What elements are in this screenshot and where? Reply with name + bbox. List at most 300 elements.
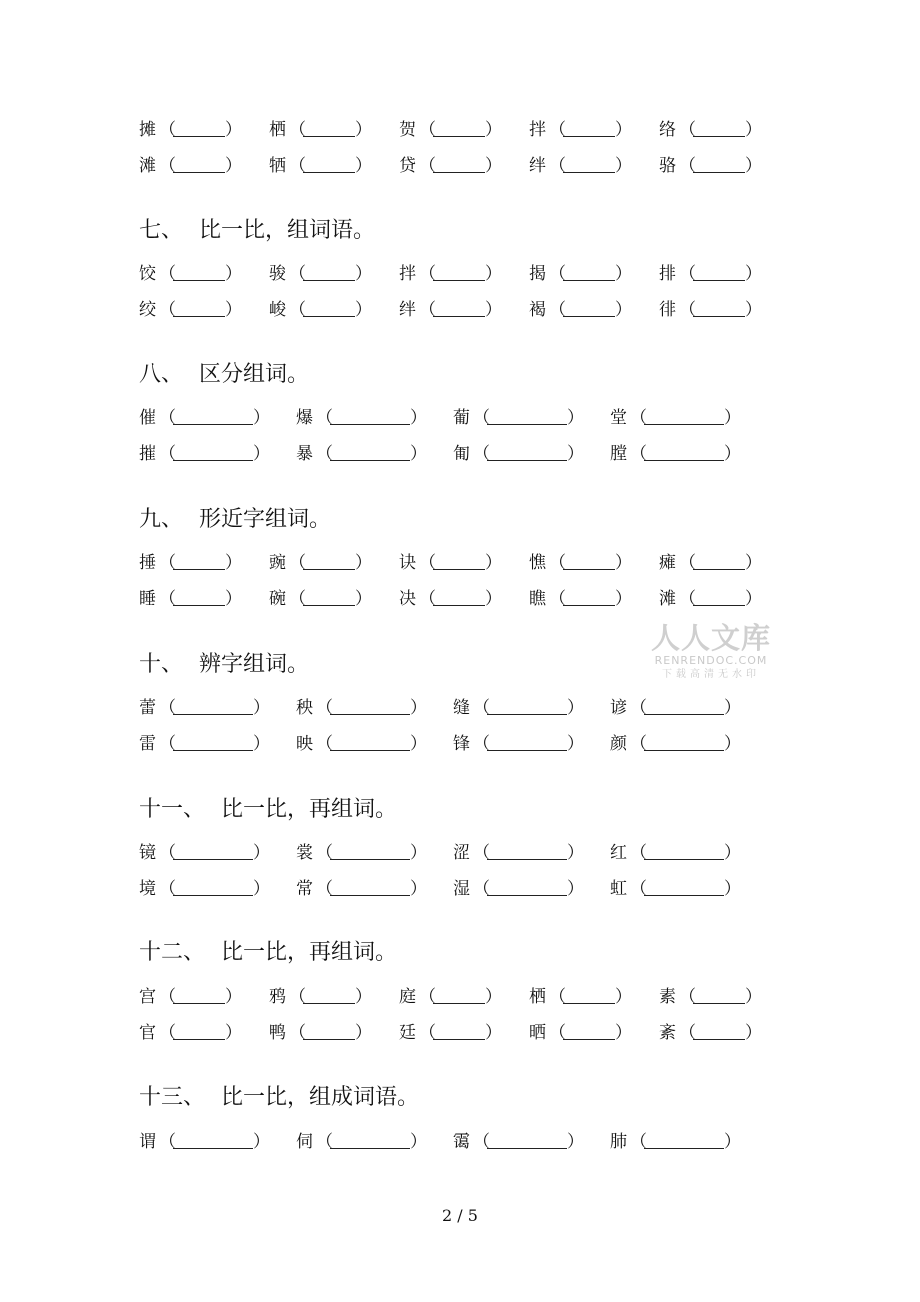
close-paren: ） <box>567 879 584 899</box>
char-entry <box>139 985 242 1009</box>
target-character: 秧 <box>296 698 313 718</box>
open-paren: （ <box>159 589 176 609</box>
close-paren: ） <box>724 879 741 899</box>
char-entry <box>296 732 427 756</box>
char-entry <box>659 1021 762 1045</box>
answer-blank[interactable] <box>173 843 253 860</box>
target-character: 伺 <box>296 1132 313 1152</box>
section-number: 九、 <box>139 507 184 532</box>
close-paren: ） <box>253 1132 270 1152</box>
section-title: 比一比，组词语。 <box>199 218 376 243</box>
target-character: 鸭 <box>269 1023 286 1043</box>
answer-blank[interactable] <box>173 408 253 425</box>
close-paren: ） <box>253 408 270 428</box>
open-paren: （ <box>473 843 490 863</box>
answer-blank[interactable] <box>563 987 615 1004</box>
answer-blank[interactable] <box>644 843 724 860</box>
answer-blank[interactable] <box>173 1132 253 1149</box>
open-paren: （ <box>679 553 696 573</box>
target-character: 素 <box>659 987 676 1007</box>
close-paren: ） <box>745 264 762 284</box>
answer-blank[interactable] <box>693 264 745 281</box>
answer-blank[interactable] <box>303 300 355 317</box>
section-heading <box>139 938 397 968</box>
target-character: 镜 <box>139 843 156 863</box>
char-entry <box>296 406 427 430</box>
close-paren: ） <box>615 264 632 284</box>
answer-blank[interactable] <box>173 156 225 173</box>
answer-blank[interactable] <box>330 843 410 860</box>
open-paren: （ <box>289 120 306 140</box>
close-paren: ） <box>410 408 427 428</box>
answer-blank[interactable] <box>433 264 485 281</box>
close-paren: ） <box>485 589 502 609</box>
char-entry <box>139 877 270 901</box>
target-character: 睡 <box>139 589 156 609</box>
open-paren: （ <box>419 589 436 609</box>
char-entry <box>610 877 741 901</box>
target-character: 栖 <box>269 120 286 140</box>
section-number: 十一、 <box>139 797 206 822</box>
char-entry <box>139 587 242 611</box>
answer-blank[interactable] <box>644 444 724 461</box>
close-paren: ） <box>225 553 242 573</box>
answer-blank[interactable] <box>487 444 567 461</box>
answer-blank[interactable] <box>303 156 355 173</box>
answer-blank[interactable] <box>693 156 745 173</box>
answer-blank[interactable] <box>173 1023 225 1040</box>
open-paren: （ <box>679 987 696 1007</box>
answer-blank[interactable] <box>173 120 225 137</box>
char-entry <box>139 406 270 430</box>
target-character: 贷 <box>399 156 416 176</box>
answer-blank[interactable] <box>644 879 724 896</box>
char-entry <box>296 442 427 466</box>
char-entry <box>610 732 741 756</box>
char-entry <box>399 298 502 322</box>
target-character: 膛 <box>610 444 627 464</box>
close-paren: ） <box>724 843 741 863</box>
close-paren: ） <box>745 120 762 140</box>
char-entry <box>659 587 762 611</box>
target-character: 宫 <box>139 987 156 1007</box>
open-paren: （ <box>419 300 436 320</box>
answer-blank[interactable] <box>563 589 615 606</box>
open-paren: （ <box>549 120 566 140</box>
char-entry <box>610 1130 741 1154</box>
char-entry <box>453 442 584 466</box>
open-paren: （ <box>316 698 333 718</box>
char-entry <box>659 262 762 286</box>
target-character: 憔 <box>529 553 546 573</box>
target-character: 骆 <box>659 156 676 176</box>
open-paren: （ <box>289 987 306 1007</box>
target-character: 栖 <box>529 987 546 1007</box>
section-heading <box>139 650 309 680</box>
target-character: 拌 <box>399 264 416 284</box>
target-character: 摧 <box>139 444 156 464</box>
answer-blank[interactable] <box>330 1132 410 1149</box>
answer-blank[interactable] <box>487 843 567 860</box>
section-number: 七、 <box>139 218 184 243</box>
target-character: 捶 <box>139 553 156 573</box>
close-paren: ） <box>615 120 632 140</box>
target-character: 锋 <box>453 734 470 754</box>
answer-blank[interactable] <box>487 698 567 715</box>
answer-blank[interactable] <box>563 156 615 173</box>
open-paren: （ <box>630 879 647 899</box>
open-paren: （ <box>419 156 436 176</box>
answer-blank[interactable] <box>173 734 253 751</box>
close-paren: ） <box>410 1132 427 1152</box>
char-entry <box>453 406 584 430</box>
target-character: 排 <box>659 264 676 284</box>
answer-blank[interactable] <box>644 698 724 715</box>
target-character: 裳 <box>296 843 313 863</box>
char-entry <box>610 696 741 720</box>
close-paren: ） <box>615 553 632 573</box>
section-heading <box>139 795 397 825</box>
answer-blank[interactable] <box>644 734 724 751</box>
open-paren: （ <box>679 120 696 140</box>
char-entry <box>610 442 741 466</box>
close-paren: ） <box>485 120 502 140</box>
open-paren: （ <box>473 879 490 899</box>
close-paren: ） <box>615 589 632 609</box>
open-paren: （ <box>289 264 306 284</box>
target-character: 爆 <box>296 408 313 428</box>
target-character: 肺 <box>610 1132 627 1152</box>
open-paren: （ <box>316 879 333 899</box>
char-entry <box>139 154 242 178</box>
char-entry <box>529 298 632 322</box>
close-paren: ） <box>410 734 427 754</box>
close-paren: ） <box>567 843 584 863</box>
answer-blank[interactable] <box>563 553 615 570</box>
answer-blank[interactable] <box>433 1023 485 1040</box>
open-paren: （ <box>419 987 436 1007</box>
target-character: 瘫 <box>659 553 676 573</box>
open-paren: （ <box>159 1023 176 1043</box>
open-paren: （ <box>630 734 647 754</box>
open-paren: （ <box>289 300 306 320</box>
close-paren: ） <box>724 444 741 464</box>
section-title: 比一比，再组词。 <box>221 940 398 965</box>
char-entry <box>529 154 632 178</box>
answer-blank[interactable] <box>487 734 567 751</box>
answer-blank[interactable] <box>173 698 253 715</box>
close-paren: ） <box>355 156 372 176</box>
char-entry <box>399 1021 502 1045</box>
close-paren: ） <box>410 444 427 464</box>
close-paren: ） <box>253 843 270 863</box>
answer-blank[interactable] <box>303 987 355 1004</box>
open-paren: （ <box>679 300 696 320</box>
answer-blank[interactable] <box>433 553 485 570</box>
section-number: 十、 <box>139 652 184 677</box>
char-entry <box>529 587 632 611</box>
answer-blank[interactable] <box>303 1023 355 1040</box>
target-character: 拌 <box>529 120 546 140</box>
answer-blank[interactable] <box>693 987 745 1004</box>
open-paren: （ <box>630 444 647 464</box>
open-paren: （ <box>159 698 176 718</box>
answer-blank[interactable] <box>693 120 745 137</box>
open-paren: （ <box>159 1132 176 1152</box>
char-entry <box>139 696 270 720</box>
target-character: 滩 <box>139 156 156 176</box>
char-entry <box>269 551 372 575</box>
page-number: 2 / 5 <box>442 1206 478 1225</box>
close-paren: ） <box>355 1023 372 1043</box>
char-entry <box>296 841 427 865</box>
section-title: 区分组词。 <box>199 362 310 387</box>
open-paren: （ <box>419 553 436 573</box>
target-character: 决 <box>399 589 416 609</box>
open-paren: （ <box>473 444 490 464</box>
open-paren: （ <box>549 156 566 176</box>
section-heading <box>139 216 375 246</box>
close-paren: ） <box>745 553 762 573</box>
target-character: 匍 <box>453 444 470 464</box>
char-entry <box>453 696 584 720</box>
close-paren: ） <box>225 156 242 176</box>
close-paren: ） <box>225 589 242 609</box>
char-entry <box>269 298 372 322</box>
answer-blank[interactable] <box>693 589 745 606</box>
target-character: 廷 <box>399 1023 416 1043</box>
answer-blank[interactable] <box>303 553 355 570</box>
open-paren: （ <box>289 589 306 609</box>
open-paren: （ <box>679 589 696 609</box>
answer-blank[interactable] <box>173 444 253 461</box>
char-entry <box>399 551 502 575</box>
answer-blank[interactable] <box>644 1132 724 1149</box>
char-entry <box>269 985 372 1009</box>
close-paren: ） <box>615 987 632 1007</box>
answer-blank[interactable] <box>433 987 485 1004</box>
open-paren: （ <box>316 444 333 464</box>
answer-blank[interactable] <box>563 300 615 317</box>
target-character: 映 <box>296 734 313 754</box>
char-entry <box>296 1130 427 1154</box>
answer-blank[interactable] <box>563 1023 615 1040</box>
char-entry <box>139 298 242 322</box>
section-number: 八、 <box>139 362 184 387</box>
answer-blank[interactable] <box>433 300 485 317</box>
close-paren: ） <box>253 444 270 464</box>
target-character: 豌 <box>269 553 286 573</box>
char-entry <box>269 118 372 142</box>
open-paren: （ <box>159 444 176 464</box>
target-character: 络 <box>659 120 676 140</box>
close-paren: ） <box>410 698 427 718</box>
answer-blank[interactable] <box>330 698 410 715</box>
char-entry <box>399 985 502 1009</box>
char-entry <box>529 118 632 142</box>
answer-blank[interactable] <box>330 879 410 896</box>
answer-blank[interactable] <box>173 264 225 281</box>
close-paren: ） <box>253 879 270 899</box>
target-character: 常 <box>296 879 313 899</box>
close-paren: ） <box>485 1023 502 1043</box>
open-paren: （ <box>549 589 566 609</box>
close-paren: ） <box>253 734 270 754</box>
close-paren: ） <box>485 553 502 573</box>
answer-blank[interactable] <box>487 1132 567 1149</box>
target-character: 饺 <box>139 264 156 284</box>
close-paren: ） <box>410 843 427 863</box>
target-character: 涩 <box>453 843 470 863</box>
char-entry <box>453 1130 584 1154</box>
answer-blank[interactable] <box>173 553 225 570</box>
answer-blank[interactable] <box>303 120 355 137</box>
answer-blank[interactable] <box>487 408 567 425</box>
answer-blank[interactable] <box>303 589 355 606</box>
open-paren: （ <box>549 264 566 284</box>
close-paren: ） <box>355 987 372 1007</box>
target-character: 官 <box>139 1023 156 1043</box>
char-entry <box>269 262 372 286</box>
target-character: 牺 <box>269 156 286 176</box>
open-paren: （ <box>159 120 176 140</box>
char-entry <box>139 262 242 286</box>
close-paren: ） <box>567 734 584 754</box>
close-paren: ） <box>724 734 741 754</box>
open-paren: （ <box>159 408 176 428</box>
close-paren: ） <box>225 300 242 320</box>
answer-blank[interactable] <box>433 156 485 173</box>
target-character: 堂 <box>610 408 627 428</box>
target-character: 雷 <box>139 734 156 754</box>
close-paren: ） <box>355 553 372 573</box>
char-entry <box>659 154 762 178</box>
answer-blank[interactable] <box>173 300 225 317</box>
answer-blank[interactable] <box>563 120 615 137</box>
section-heading <box>139 360 309 390</box>
open-paren: （ <box>419 264 436 284</box>
section-heading <box>139 505 331 535</box>
open-paren: （ <box>473 408 490 428</box>
open-paren: （ <box>159 734 176 754</box>
close-paren: ） <box>485 264 502 284</box>
watermark-url: RENRENDOC.COM <box>654 654 768 667</box>
section-title: 比一比，组成词语。 <box>221 1085 420 1110</box>
answer-blank[interactable] <box>303 264 355 281</box>
close-paren: ） <box>567 1132 584 1152</box>
open-paren: （ <box>419 120 436 140</box>
answer-blank[interactable] <box>563 264 615 281</box>
open-paren: （ <box>159 987 176 1007</box>
char-entry <box>659 118 762 142</box>
open-paren: （ <box>679 156 696 176</box>
target-character: 诀 <box>399 553 416 573</box>
char-entry <box>399 587 502 611</box>
char-entry <box>296 696 427 720</box>
target-character: 鸦 <box>269 987 286 1007</box>
answer-blank[interactable] <box>330 734 410 751</box>
char-entry <box>399 262 502 286</box>
close-paren: ） <box>615 156 632 176</box>
target-character: 晒 <box>529 1023 546 1043</box>
answer-blank[interactable] <box>330 444 410 461</box>
answer-blank[interactable] <box>173 879 253 896</box>
char-entry <box>269 1021 372 1045</box>
answer-blank[interactable] <box>330 408 410 425</box>
section-title: 辨字组词。 <box>199 652 310 677</box>
section-number: 十二、 <box>139 940 206 965</box>
char-entry <box>139 551 242 575</box>
target-character: 颜 <box>610 734 627 754</box>
close-paren: ） <box>745 1023 762 1043</box>
open-paren: （ <box>630 408 647 428</box>
open-paren: （ <box>159 300 176 320</box>
open-paren: （ <box>159 156 176 176</box>
open-paren: （ <box>159 264 176 284</box>
watermark-tagline: 下载高清无水印 <box>662 669 760 680</box>
close-paren: ） <box>745 156 762 176</box>
char-entry <box>139 118 242 142</box>
answer-blank[interactable] <box>644 408 724 425</box>
answer-blank[interactable] <box>693 1023 745 1040</box>
section-number: 十三、 <box>139 1085 206 1110</box>
close-paren: ） <box>745 300 762 320</box>
answer-blank[interactable] <box>433 589 485 606</box>
char-entry <box>269 154 372 178</box>
target-character: 谚 <box>610 698 627 718</box>
answer-blank[interactable] <box>693 300 745 317</box>
close-paren: ） <box>615 300 632 320</box>
open-paren: （ <box>473 698 490 718</box>
char-entry <box>399 154 502 178</box>
target-character: 紊 <box>659 1023 676 1043</box>
target-character: 滩 <box>659 589 676 609</box>
close-paren: ） <box>485 300 502 320</box>
target-character: 绊 <box>399 300 416 320</box>
close-paren: ） <box>745 589 762 609</box>
char-entry <box>139 1021 242 1045</box>
char-entry <box>659 298 762 322</box>
close-paren: ） <box>567 698 584 718</box>
char-entry <box>269 587 372 611</box>
answer-blank[interactable] <box>693 553 745 570</box>
open-paren: （ <box>549 300 566 320</box>
answer-blank[interactable] <box>173 589 225 606</box>
target-character: 暴 <box>296 444 313 464</box>
section-heading <box>139 1083 419 1113</box>
char-entry <box>399 118 502 142</box>
open-paren: （ <box>316 408 333 428</box>
answer-blank[interactable] <box>433 120 485 137</box>
answer-blank[interactable] <box>487 879 567 896</box>
close-paren: ） <box>225 264 242 284</box>
target-character: 境 <box>139 879 156 899</box>
char-entry <box>529 985 632 1009</box>
char-entry <box>529 1021 632 1045</box>
close-paren: ） <box>615 1023 632 1043</box>
target-character: 蕾 <box>139 698 156 718</box>
char-entry <box>659 551 762 575</box>
close-paren: ） <box>745 987 762 1007</box>
target-character: 庭 <box>399 987 416 1007</box>
target-character: 绊 <box>529 156 546 176</box>
close-paren: ） <box>485 156 502 176</box>
close-paren: ） <box>355 264 372 284</box>
target-character: 缝 <box>453 698 470 718</box>
target-character: 绞 <box>139 300 156 320</box>
section-title: 形近字组词。 <box>199 507 332 532</box>
answer-blank[interactable] <box>173 987 225 1004</box>
